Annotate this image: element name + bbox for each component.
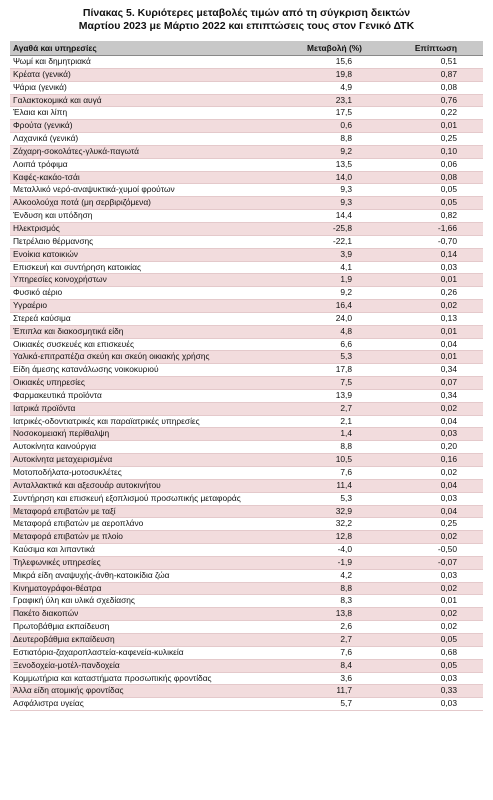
row-impact-value: 0,02: [394, 582, 483, 595]
row-impact-value: 0,08: [394, 171, 483, 184]
row-impact-value: 0,01: [394, 595, 483, 608]
table-row: [10, 377, 483, 390]
row-impact-value: 0,51: [394, 56, 483, 69]
row-impact-value: 0,04: [394, 505, 483, 518]
row-change-value: 1,4: [275, 428, 394, 441]
table-body: [10, 56, 483, 711]
table-row: [10, 145, 483, 158]
table-row: [10, 364, 483, 377]
row-change-value: 2,1: [275, 415, 394, 428]
row-impact-value: 0,01: [394, 325, 483, 338]
row-impact-value: 0,02: [394, 402, 483, 415]
table-row: [10, 441, 483, 454]
table-row: [10, 312, 483, 325]
header-impact: Επίπτωση: [394, 41, 483, 56]
row-item-name: Ενοίκια κατοικιών: [10, 248, 275, 261]
row-item-name: Έπιπλα και διακοσμητικά είδη: [10, 325, 275, 338]
table-row: [10, 248, 483, 261]
row-change-value: 11,4: [275, 479, 394, 492]
table-row: [10, 184, 483, 197]
table-row: [10, 556, 483, 569]
row-change-value: 11,7: [275, 685, 394, 698]
table-row: [10, 492, 483, 505]
row-impact-value: 0,02: [394, 621, 483, 634]
row-change-value: 9,3: [275, 184, 394, 197]
row-item-name: Ιατρικές-οδοντιατρικές και παραϊατρικές υπηρεσίες: [10, 415, 275, 428]
row-item-name: Οικιακές συσκευές και επισκευές: [10, 338, 275, 351]
row-change-value: 32,2: [275, 518, 394, 531]
row-impact-value: 0,02: [394, 531, 483, 544]
row-change-value: 7,6: [275, 646, 394, 659]
row-change-value: 4,8: [275, 325, 394, 338]
row-item-name: Κινηματογράφοι-θέατρα: [10, 582, 275, 595]
row-change-value: 32,9: [275, 505, 394, 518]
row-impact-value: 0,04: [394, 415, 483, 428]
row-change-value: 19,8: [275, 68, 394, 81]
row-item-name: Ξενοδοχεία-μοτέλ-πανδοχεία: [10, 659, 275, 672]
table-row: [10, 158, 483, 171]
row-change-value: 13,5: [275, 158, 394, 171]
title-line-1: Πίνακας 5. Κυριότερες μεταβολές τιμών από τη σύγκριση δεικτών: [82, 7, 411, 19]
row-impact-value: -0,50: [394, 544, 483, 557]
row-item-name: Υαλικά-επιτραπέζια σκεύη και σκεύη οικιακής χρήσης: [10, 351, 275, 364]
row-impact-value: 0,08: [394, 81, 483, 94]
row-item-name: Καύσιμα και λιπαντικά: [10, 544, 275, 557]
row-change-value: 14,0: [275, 171, 394, 184]
row-item-name: Αλκοολούχα ποτά (μη σερβιριζόμενα): [10, 197, 275, 210]
row-impact-value: 0,26: [394, 287, 483, 300]
table-row: [10, 94, 483, 107]
row-change-value: 9,3: [275, 197, 394, 210]
row-change-value: 17,5: [275, 107, 394, 120]
table-row: [10, 608, 483, 621]
row-item-name: Κομμωτήρια και καταστήματα προσωπικής φροντίδας: [10, 672, 275, 685]
row-impact-value: 0,34: [394, 389, 483, 402]
row-item-name: Τηλεφωνικές υπηρεσίες: [10, 556, 275, 569]
row-change-value: 2,6: [275, 621, 394, 634]
table-header-row: [10, 41, 483, 56]
row-change-value: 24,0: [275, 312, 394, 325]
table-row: [10, 595, 483, 608]
row-impact-value: 0,76: [394, 94, 483, 107]
table-row: [10, 659, 483, 672]
table-row: [10, 68, 483, 81]
row-impact-value: 0,87: [394, 68, 483, 81]
row-impact-value: 0,03: [394, 698, 483, 711]
table-row: [10, 569, 483, 582]
table-row: [10, 621, 483, 634]
table-row: [10, 338, 483, 351]
row-impact-value: 0,05: [394, 197, 483, 210]
row-change-value: 6,6: [275, 338, 394, 351]
row-item-name: Επισκευή και συντήρηση κατοικίας: [10, 261, 275, 274]
row-item-name: Ασφάλιστρα υγείας: [10, 698, 275, 711]
row-change-value: 0,6: [275, 120, 394, 133]
row-change-value: 12,8: [275, 531, 394, 544]
row-impact-value: 0,34: [394, 364, 483, 377]
row-impact-value: 0,05: [394, 633, 483, 646]
row-impact-value: 0,05: [394, 659, 483, 672]
row-item-name: Φυσικό αέριο: [10, 287, 275, 300]
table-row: [10, 210, 483, 223]
row-impact-value: 0,25: [394, 133, 483, 146]
table-row: [10, 672, 483, 685]
table-row: [10, 428, 483, 441]
table-row: [10, 120, 483, 133]
row-change-value: 16,4: [275, 300, 394, 313]
table-row: [10, 582, 483, 595]
table-row: [10, 261, 483, 274]
table-row: [10, 351, 483, 364]
table-row: [10, 300, 483, 313]
row-item-name: Ιατρικά προϊόντα: [10, 402, 275, 415]
row-impact-value: 0,33: [394, 685, 483, 698]
row-change-value: -4,0: [275, 544, 394, 557]
row-item-name: Πρωτοβάθμια εκπαίδευση: [10, 621, 275, 634]
row-item-name: Ζάχαρη-σοκολάτες-γλυκά-παγωτά: [10, 145, 275, 158]
row-change-value: 8,8: [275, 441, 394, 454]
table-row: [10, 222, 483, 235]
row-item-name: Πακέτο διακοπών: [10, 608, 275, 621]
row-change-value: 13,9: [275, 389, 394, 402]
row-item-name: Γαλακτοκομικά και αυγά: [10, 94, 275, 107]
row-impact-value: -0,07: [394, 556, 483, 569]
row-change-value: 5,3: [275, 351, 394, 364]
row-item-name: Εστιατόρια-ζαχαροπλαστεία-καφενεία-κυλικεία: [10, 646, 275, 659]
table-row: [10, 325, 483, 338]
row-item-name: Νοσοκομειακή περίθαλψη: [10, 428, 275, 441]
table-row: [10, 171, 483, 184]
row-item-name: Γραφική ύλη και υλικά σχεδίασης: [10, 595, 275, 608]
row-item-name: Λαχανικά (γενικά): [10, 133, 275, 146]
row-item-name: Ανταλλακτικά και αξεσουάρ αυτοκινήτου: [10, 479, 275, 492]
row-item-name: Αυτοκίνητα μεταχειρισμένα: [10, 454, 275, 467]
table-row: [10, 633, 483, 646]
row-item-name: Φαρμακευτικά προϊόντα: [10, 389, 275, 402]
row-item-name: Φρούτα (γενικά): [10, 120, 275, 133]
row-change-value: 9,2: [275, 145, 394, 158]
row-impact-value: -0,70: [394, 235, 483, 248]
row-change-value: -22,1: [275, 235, 394, 248]
table-row: [10, 415, 483, 428]
row-item-name: Συντήρηση και επισκευή εξοπλισμού προσωπικής μεταφοράς: [10, 492, 275, 505]
row-impact-value: 0,06: [394, 158, 483, 171]
table-row: [10, 518, 483, 531]
row-impact-value: 0,25: [394, 518, 483, 531]
row-impact-value: 0,13: [394, 312, 483, 325]
row-impact-value: 0,02: [394, 608, 483, 621]
row-impact-value: 0,20: [394, 441, 483, 454]
row-change-value: 7,5: [275, 377, 394, 390]
row-item-name: Μεταφορά επιβατών με αεροπλάνο: [10, 518, 275, 531]
row-item-name: Ψωμί και δημητριακά: [10, 56, 275, 69]
row-impact-value: 0,03: [394, 428, 483, 441]
row-impact-value: 0,03: [394, 672, 483, 685]
row-item-name: Λοιπά τρόφιμα: [10, 158, 275, 171]
row-item-name: Κρέατα (γενικά): [10, 68, 275, 81]
row-impact-value: 0,04: [394, 479, 483, 492]
row-change-value: 4,9: [275, 81, 394, 94]
row-change-value: 4,1: [275, 261, 394, 274]
row-item-name: Μεταλλικό νερό-αναψυκτικά-χυμοί φρούτων: [10, 184, 275, 197]
row-impact-value: -1,66: [394, 222, 483, 235]
header-goods-services: Αγαθά και υπηρεσίες: [10, 41, 275, 56]
row-impact-value: 0,16: [394, 454, 483, 467]
row-change-value: 17,8: [275, 364, 394, 377]
table-row: [10, 479, 483, 492]
row-change-value: 8,4: [275, 659, 394, 672]
row-item-name: Άλλα είδη ατομικής φροντίδας: [10, 685, 275, 698]
row-item-name: Δευτεροβάθμια εκπαίδευση: [10, 633, 275, 646]
row-change-value: 13,8: [275, 608, 394, 621]
row-impact-value: 0,03: [394, 261, 483, 274]
row-item-name: Μικρά είδη αναψυχής-άνθη-κατοικίδια ζώα: [10, 569, 275, 582]
table-row: [10, 467, 483, 480]
row-change-value: 23,1: [275, 94, 394, 107]
row-change-value: 7,6: [275, 467, 394, 480]
table-title: [0, 0, 493, 32]
row-change-value: -25,8: [275, 222, 394, 235]
table-row: [10, 81, 483, 94]
row-change-value: 2,7: [275, 402, 394, 415]
row-change-value: 8,3: [275, 595, 394, 608]
price-changes-table: [10, 41, 483, 711]
row-impact-value: 0,01: [394, 274, 483, 287]
row-change-value: 5,7: [275, 698, 394, 711]
row-impact-value: 0,10: [394, 145, 483, 158]
table-row: [10, 389, 483, 402]
row-item-name: Μεταφορά επιβατών με πλοίο: [10, 531, 275, 544]
table-row: [10, 531, 483, 544]
row-impact-value: 0,22: [394, 107, 483, 120]
title-line-2: Μαρτίου 2023 με Μάρτιο 2022 και επιπτώσεις τους στον Γενικό ΔΤΚ: [78, 20, 415, 32]
row-impact-value: 0,01: [394, 351, 483, 364]
table-row: [10, 56, 483, 69]
row-impact-value: 0,03: [394, 492, 483, 505]
row-impact-value: 0,05: [394, 184, 483, 197]
row-impact-value: 0,03: [394, 569, 483, 582]
row-item-name: Έλαια και λίπη: [10, 107, 275, 120]
row-item-name: Υπηρεσίες κοινοχρήστων: [10, 274, 275, 287]
row-impact-value: 0,02: [394, 467, 483, 480]
row-impact-value: 0,02: [394, 300, 483, 313]
row-item-name: Μοτοποδήλατα-μοτοσυκλέτες: [10, 467, 275, 480]
row-item-name: Καφές-κακάο-τσάι: [10, 171, 275, 184]
row-impact-value: 0,68: [394, 646, 483, 659]
row-item-name: Ένδυση και υπόδηση: [10, 210, 275, 223]
row-change-value: 4,2: [275, 569, 394, 582]
row-item-name: Ψάρια (γενικά): [10, 81, 275, 94]
row-change-value: 5,3: [275, 492, 394, 505]
table-row: [10, 287, 483, 300]
row-change-value: 8,8: [275, 133, 394, 146]
row-impact-value: 0,01: [394, 120, 483, 133]
table-row: [10, 197, 483, 210]
row-impact-value: 0,82: [394, 210, 483, 223]
row-change-value: 3,6: [275, 672, 394, 685]
row-impact-value: 0,14: [394, 248, 483, 261]
row-item-name: Μεταφορά επιβατών με ταξί: [10, 505, 275, 518]
table-row: [10, 698, 483, 711]
row-change-value: 10,5: [275, 454, 394, 467]
row-change-value: -1,9: [275, 556, 394, 569]
row-change-value: 2,7: [275, 633, 394, 646]
table-row: [10, 646, 483, 659]
row-item-name: Αυτοκίνητα καινούργια: [10, 441, 275, 454]
table-row: [10, 685, 483, 698]
row-change-value: 14,4: [275, 210, 394, 223]
row-change-value: 3,9: [275, 248, 394, 261]
table-row: [10, 544, 483, 557]
row-impact-value: 0,04: [394, 338, 483, 351]
table-row: [10, 133, 483, 146]
row-item-name: Είδη άμεσης κατανάλωσης νοικοκυριού: [10, 364, 275, 377]
row-change-value: 1,9: [275, 274, 394, 287]
table-row: [10, 107, 483, 120]
table-row: [10, 235, 483, 248]
row-item-name: Ηλεκτρισμός: [10, 222, 275, 235]
table-row: [10, 505, 483, 518]
table-row: [10, 454, 483, 467]
row-change-value: 9,2: [275, 287, 394, 300]
table-row: [10, 274, 483, 287]
row-change-value: 15,6: [275, 56, 394, 69]
row-item-name: Οικιακές υπηρεσίες: [10, 377, 275, 390]
row-impact-value: 0,07: [394, 377, 483, 390]
table-row: [10, 402, 483, 415]
row-change-value: 8,8: [275, 582, 394, 595]
row-item-name: Στερεά καύσιμα: [10, 312, 275, 325]
row-item-name: Πετρέλαιο θέρμανσης: [10, 235, 275, 248]
row-item-name: Υγραέριο: [10, 300, 275, 313]
header-change: Μεταβολή (%): [275, 41, 394, 56]
